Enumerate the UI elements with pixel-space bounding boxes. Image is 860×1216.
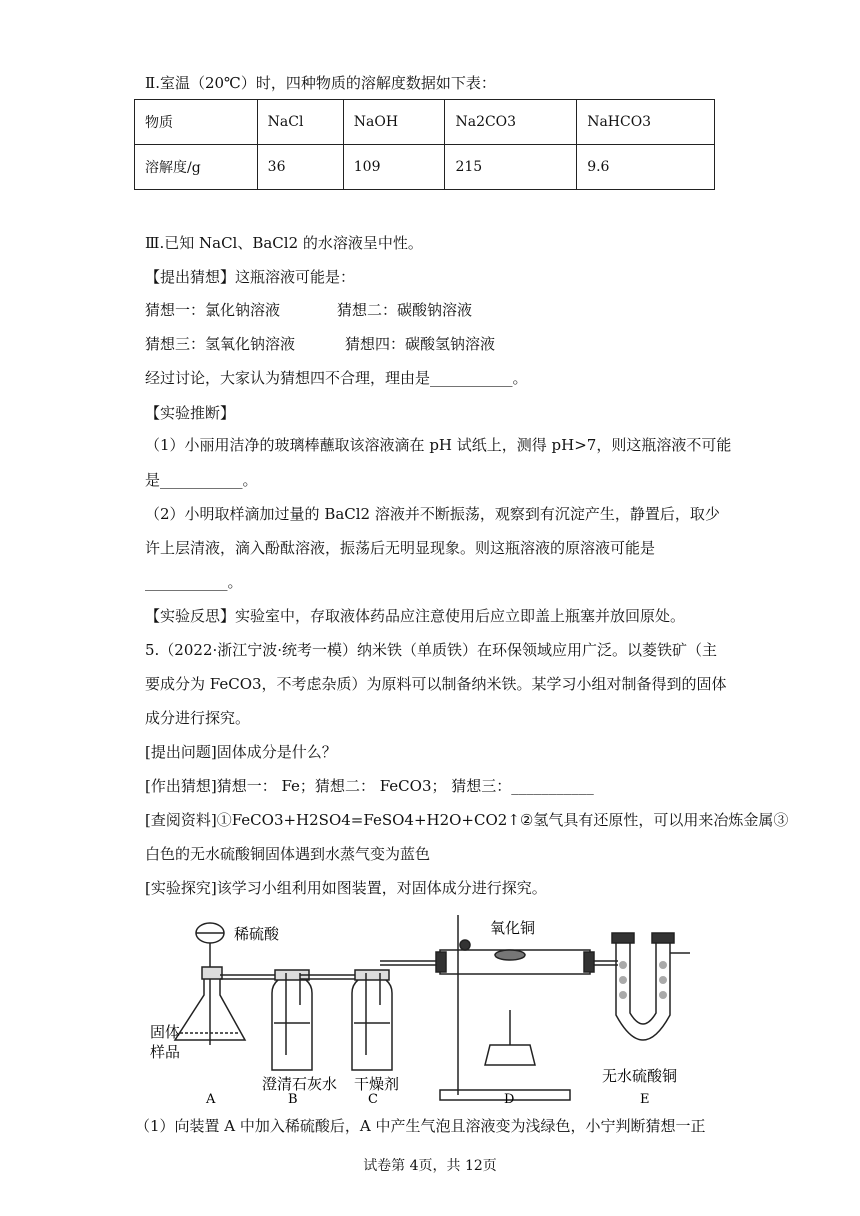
table-cell: 109 (343, 145, 445, 190)
text-line: 猜想三：氢氧化钠溶液 (145, 335, 296, 353)
text-line: [查阅资料]①FeCO3+H2SO4=FeSO4+H2O+CO2↑②氢气具有还原性，可以用来冶炼金属③ (145, 811, 789, 829)
text-line: 【提出猜想】这瓶溶液可能是： (145, 268, 356, 286)
table-row (135, 145, 715, 190)
bottle-b (272, 970, 358, 1070)
text-line: 经过讨论，大家认为猜想四不合理，理由是___________。 (145, 369, 528, 387)
table-cell: 215 (445, 145, 577, 190)
label-sample2: 样品 (150, 1043, 181, 1061)
table-header-row (135, 100, 715, 145)
bottle-c (352, 961, 440, 1070)
label-limewater: 澄清石灰水 (262, 1075, 338, 1093)
text-line: 许上层清液，滴入酚酞溶液，振荡后无明显现象。则这瓶溶液的原溶液可能是 (145, 539, 656, 557)
label-desiccant: 干燥剂 (354, 1075, 400, 1093)
text-line: ___________。 (145, 573, 243, 591)
text-line: 猜想二：碳酸钠溶液 (337, 301, 473, 319)
u-tube-e (612, 933, 690, 1040)
text-line: 【实验推断】 (145, 404, 236, 422)
table-cell: 36 (257, 145, 343, 190)
table-cell: Na2CO3 (445, 100, 577, 145)
label-c: C (368, 1092, 378, 1105)
text-line: Ⅲ.已知 NaCl、BaCl2 的水溶液呈中性。 (145, 234, 423, 252)
label-d: D (504, 1092, 515, 1105)
label-acid: 稀硫酸 (234, 925, 280, 943)
table-cell: 物质 (135, 100, 258, 145)
text-line: （2）小明取样滴加过量的 BaCl2 溶液并不断振荡，观察到有沉淀产生，静置后，取少 (145, 505, 720, 523)
apparatus-diagram (150, 905, 710, 1105)
text-line: 成分进行探究。 (145, 709, 251, 727)
table-cell: NaHCO3 (577, 100, 715, 145)
label-cuso4: 无水硫酸铜 (602, 1067, 678, 1085)
label-b: B (288, 1092, 298, 1105)
text-line: 猜想四：碳酸氢钠溶液 (345, 335, 496, 353)
text-line: [实验探究]该学习小组利用如图装置，对固体成分进行探究。 (145, 879, 547, 897)
label-a: A (206, 1092, 216, 1105)
table-cell: 9.6 (577, 145, 715, 190)
text-line: 白色的无水硫酸铜固体遇到水蒸气变为蓝色 (145, 845, 431, 863)
table-cell: 溶解度/g (135, 145, 258, 190)
label-sample1: 固体 (150, 1023, 181, 1041)
text-line: （1）向装置 A 中加入稀硫酸后，A 中产生气泡且溶液变为浅绿色，小宁判断猜想一正 (135, 1117, 706, 1135)
text-line: 要成分为 FeCO3，不考虑杂质）为原料可以制备纳米铁。某学习小组对制备得到的固体 (145, 675, 727, 693)
table-cell: NaCl (257, 100, 343, 145)
text-line: [提出问题]固体成分是什么？ (145, 743, 337, 761)
text-line: 猜想一：氯化钠溶液 (145, 301, 281, 319)
solubility-table (134, 99, 715, 190)
text-line: 【实验反思】实验室中，存取液体药品应注意使用后应立即盖上瓶塞并放回原处。 (145, 607, 686, 625)
u-tube-filling (619, 961, 667, 999)
text-line: （1）小丽用洁净的玻璃棒蘸取该溶液滴在 pH 试纸上，测得 pH>7，则这瓶溶液不可能 (145, 436, 732, 454)
label-e: E (640, 1092, 650, 1105)
tube-d (436, 915, 618, 1100)
table-cell: NaOH (343, 100, 445, 145)
text-line: [作出猜想]猜想一： Fe；猜想二： FeCO3； 猜想三：___________ (145, 777, 594, 795)
solubility-intro: Ⅱ.室温（20℃）时，四种物质的溶解度数据如下表： (145, 74, 496, 92)
label-cuo: 氧化铜 (490, 919, 536, 937)
page-footer: 试卷第 4页，共 12页 (363, 1158, 497, 1174)
text-line: 是___________。 (145, 471, 258, 489)
question-5-line: 5.（2022·浙江宁波·统考一模）纳米铁（单质铁）在环保领域应用广泛。以菱铁矿（主 (145, 641, 718, 659)
